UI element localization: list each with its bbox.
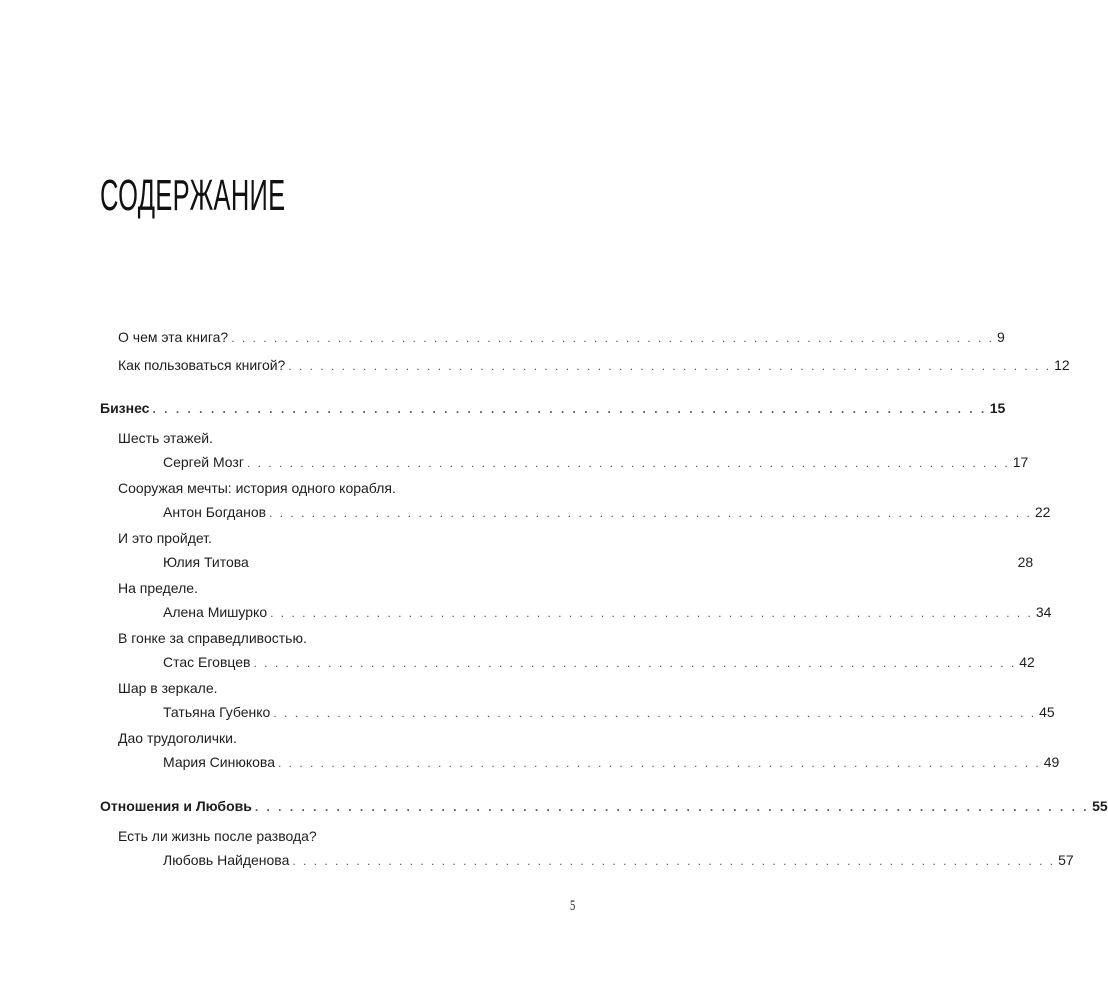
dot-leader: . . . . . . . . . . . . . . . . . . . . . . . . . . . . . . . . . . . . . . . . . . . . . . . . . . . . . . . . . . . . . . . . . . . . . . . . (269, 506, 1032, 520)
entry-page-number: 49 (1043, 754, 1060, 770)
page-title: СОДЕРЖАНИЕ (100, 171, 286, 220)
dot-leader: . . . . . . . . . . . . . . . . . . . . . . . . . . . . . . . . . . . . . . . . . . . . . . . . . . . . . . . . . . . . . . . . . . . . . . . . (277, 756, 1041, 770)
toc-entry-how-to-use[interactable] (118, 355, 1070, 376)
story-author: Сергей Мозг (163, 454, 244, 470)
story-author: Татьяна Губенко (163, 704, 271, 720)
toc-entry-story[interactable] (163, 502, 1051, 523)
story-author: Мария Синюкова (163, 754, 275, 770)
dot-leader: . . . . . . . . . . . . . . . . . . . . . . . . . . . . . . . . . . . . . . . . . . . . . . . . . . . . . . . . . . . . . . . . . . . . . . . . (292, 854, 1056, 868)
story-title: Есть ли жизнь после развода? (118, 828, 317, 844)
story-author: Антон Богданов (163, 504, 267, 520)
story-title: В гонке за справедливостью. (118, 630, 307, 646)
dot-leader: . . . . . . . . . . . . . . . . . . . . . . . . . . . . . . . . . . . . . . . . . . . . . . . . . . . . . . . . . . . . . . . . . . . . . . . . (254, 800, 1090, 814)
toc-entry-story[interactable] (163, 552, 1034, 573)
story-title: Шар в зеркале. (118, 680, 218, 696)
story-title: Шесть этажей. (118, 430, 213, 446)
toc-section-relationships[interactable] (100, 796, 1108, 817)
story-title: И это пройдет. (118, 530, 212, 546)
dot-leader: . . . . . . . . . . . . . . . . . . . . . . . . . . . . . . . . . . . . . . . . . . . . . . . . . . . . . . . . . . . . . . . . . . . . . . . . (246, 456, 1010, 470)
entry-page-number: 28 (1017, 554, 1034, 570)
story-author: Алена Мишурко (163, 604, 268, 620)
entry-page-number: 34 (1035, 604, 1052, 620)
entry-label: О чем эта книга? (118, 329, 229, 345)
section-label: Бизнес (100, 400, 150, 416)
entry-label: Как пользоваться книгой? (118, 357, 286, 373)
story-title: Дао трудоголички. (118, 730, 237, 746)
page-number-folio: 5 (570, 898, 576, 914)
entry-page-number: 9 (996, 329, 1005, 345)
entry-page-number: 12 (1054, 357, 1070, 373)
section-label: Отношения и Любовь (100, 798, 252, 814)
dot-leader: . . . . . . . . . . . . . . . . . . . . . . . . . . . . . . . . . . . . . . . . . . . . . . . . . . . . . . . . . . . . . . . . . . . . . . . . (273, 706, 1037, 720)
entry-page-number: 22 (1034, 504, 1051, 520)
dot-leader: . . . . . . . . . . . . . . . . . . . . . . . . . . . . . . . . . . . . . . . . . . . . . . . . . . . . . . . . . . . . . . . . . . . . . . . . (288, 359, 1052, 373)
entry-page-number: 42 (1019, 654, 1035, 670)
toc-entry-story[interactable] (163, 752, 1060, 773)
toc-entry-story[interactable] (163, 702, 1055, 723)
toc-entry-story[interactable] (163, 850, 1074, 871)
entry-page-number: 17 (1012, 454, 1029, 470)
story-title: На пределе. (118, 580, 198, 596)
dot-leader: . . . . . . . . . . . . . . . . . . . . . . . . . . . . . . . . . . . . . . . . . . . . . . . . . . . . . . . . . . . . . . . . . . . . . . . . (270, 606, 1033, 620)
toc-entry-story[interactable] (163, 452, 1029, 473)
toc-entry-story[interactable] (163, 602, 1052, 623)
toc-entry-story[interactable] (163, 652, 1035, 673)
entry-page-number: 45 (1039, 704, 1055, 720)
story-author: Стас Еговцев (163, 654, 251, 670)
dot-leader: . . . . . . . . . . . . . . . . . . . . . . . . . . . . . . . . . . . . . . . . . . . . . . . . . . . . . . . . . . . . . . . . . . . . . . . . (231, 331, 994, 345)
story-author: Любовь Найденова (163, 852, 290, 868)
dot-leader: . . . . . . . . . . . . . . . . . . . . . . . . . . . . . . . . . . . . . . . . . . . . . . . . . . . . . . . . . . . . . . . . . . . . . . . . (152, 402, 987, 416)
section-page-number: 15 (989, 400, 1006, 416)
dot-leader: . . . . . . . . . . . . . . . . . . . . . . . . . . . . . . . . . . . . . . . . . . . . . . . . . . . . . . . . . . . . . . . . . . . . . . . . (253, 656, 1017, 670)
story-title: Сооружая мечты: история одного корабля. (118, 480, 396, 496)
entry-page-number: 57 (1058, 852, 1074, 868)
story-author: Юлия Титова (163, 554, 249, 570)
section-page-number: 55 (1092, 798, 1108, 814)
toc-entry-about-book[interactable] (118, 327, 1005, 348)
toc-section-business[interactable] (100, 398, 1006, 419)
